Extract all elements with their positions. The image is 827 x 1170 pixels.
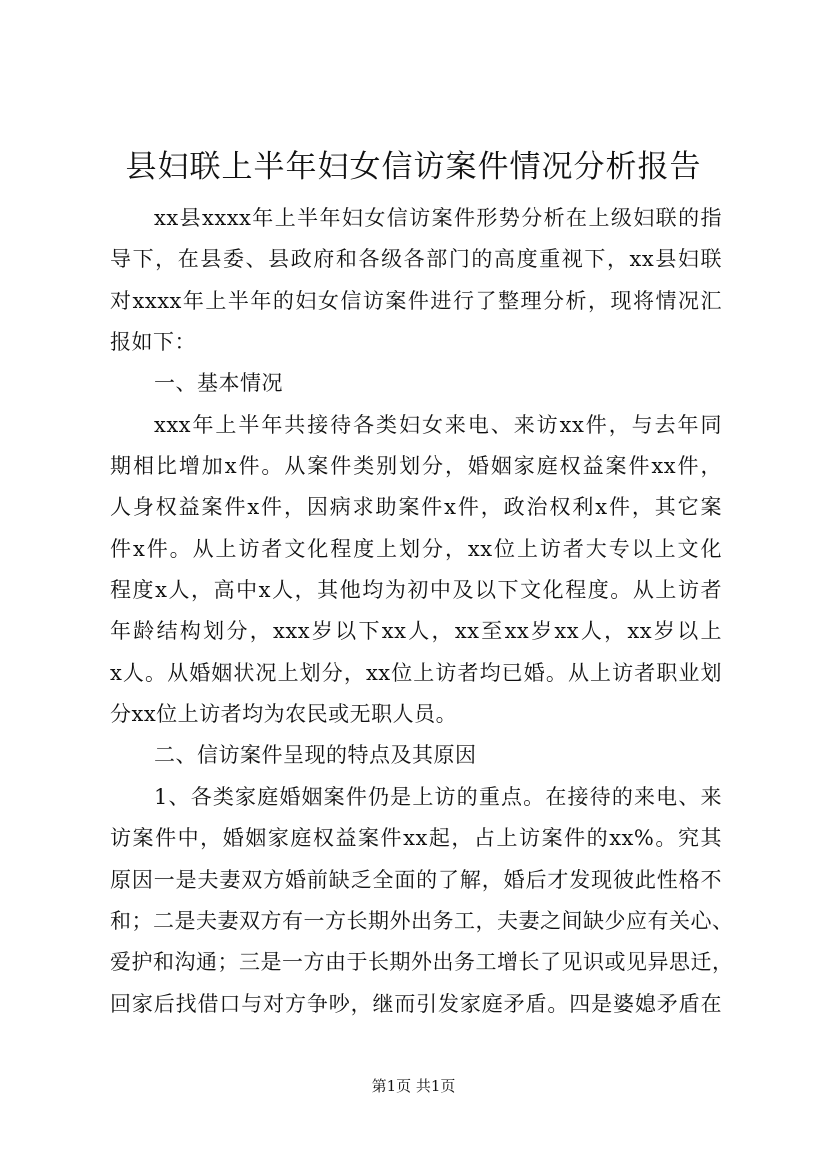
paragraph-line: 一、基本情况 (154, 371, 283, 396)
paragraph-line: 和；二是夫妻双方有一方长期外出务工，夫妻之间缺少应有关心、 (110, 908, 734, 933)
document-title: 县妇联上半年妇女信访案件情况分析报告 (125, 149, 702, 185)
paragraph-line: 导下，在县委、县政府和各级各部门的高度重视下，xx县妇联 (110, 247, 722, 272)
paragraph-line: 期相比增加x件。从案件类别划分，婚姻家庭权益案件xx件， (110, 454, 722, 479)
paragraph-line: 二、信访案件呈现的特点及其原因 (154, 743, 477, 768)
paragraph-line: 访案件中，婚姻家庭权益案件xx起，占上访案件的xx%。究其 (110, 826, 722, 851)
document-body (110, 198, 734, 1025)
paragraph-line: 爱护和沟通；三是一方由于长期外出务工增长了见识或见异思迁， (110, 950, 734, 975)
paragraph-line: 程度x人，高中x人，其他均为初中及以下文化程度。从上访者 (110, 578, 722, 603)
paragraph-line: 1、各类家庭婚姻案件仍是上访的重点。在接待的来电、来 (154, 784, 722, 809)
paragraph-line: 分xx位上访者均为农民或无职人员。 (110, 702, 458, 727)
paragraph-line: 对xxxx年上半年的妇女信访案件进行了整理分析，现将情况汇 (110, 288, 722, 313)
paragraph-line: 年龄结构划分，xxx岁以下xx人，xx至xx岁xx人，xx岁以上 (110, 619, 722, 644)
page-footer: 第1页 共1页 (371, 1077, 456, 1095)
paragraph-line: 人身权益案件x件，因病求助案件x件，政治权利x件，其它案 (110, 495, 722, 520)
paragraph-line: 报如下： (110, 330, 196, 355)
paragraph-line: x人。从婚姻状况上划分，xx位上访者均已婚。从上访者职业划 (110, 660, 722, 685)
paragraph-line: 回家后找借口与对方争吵，继而引发家庭矛盾。四是婆媳矛盾在 (110, 991, 722, 1016)
paragraph-line: 件x件。从上访者文化程度上划分，xx位上访者大专以上文化 (110, 536, 722, 561)
paragraph-line: 原因一是夫妻双方婚前缺乏全面的了解，婚后才发现彼此性格不 (110, 867, 722, 892)
paragraph-line: xxx年上半年共接待各类妇女来电、来访xx件，与去年同 (154, 412, 722, 437)
paragraph-line: xx县xxxx年上半年妇女信访案件形势分析在上级妇联的指 (154, 206, 722, 230)
